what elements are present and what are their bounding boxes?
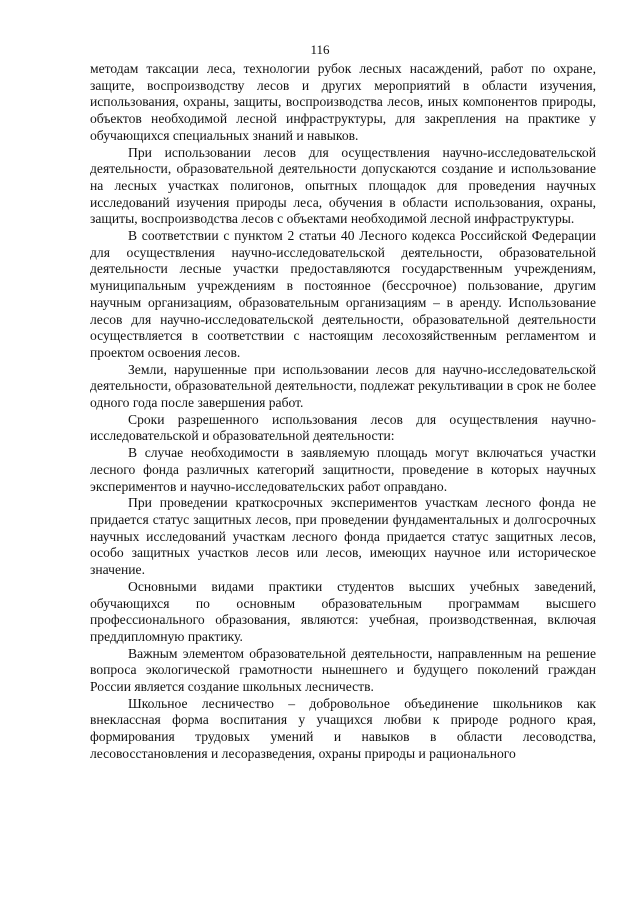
paragraph: При использовании лесов для осуществления научно-исследовательской деятельности, образовательной деятельности допускаются создание и использование на лесных участках полигонов, опытных площадок для проведения научных исследований изучения природы леса, обучения в области использования, охраны, защиты, воспроизводства лесов с объектами необходимой лесной инфраструктуры. bbox=[90, 144, 596, 227]
paragraph: Основными видами практики студентов высших учебных заведений, обучающихся по основным образовательным программам высшего профессионального образования, являются: учебная, производственная, включая преддипломную практику. bbox=[90, 578, 596, 644]
paragraph-continuation: методам таксации леса, технологии рубок лесных насаждений, работ по охране, защите, воспроизводству лесов и других мероприятий в области изучения, использования, охраны, защиты, воспроизводства лесов, иных компонентов природы, объектов необходимой лесной инфраструктуры, для закрепления на практике у обучающихся специальных знаний и навыков. bbox=[90, 61, 596, 143]
paragraph: Школьное лесничество – добровольное объединение школьников как внеклассная форма воспитания у учащихся любви к природе родного края, формирования трудовых умений и навыков в области лесоводства, лесовосстановления и лесоразведения, охраны природы и рационального bbox=[90, 695, 596, 761]
text-body bbox=[90, 61, 596, 763]
page-number: 116 bbox=[310, 42, 330, 57]
paragraph: Земли, нарушенные при использовании лесов для научно-исследовательской деятельности, образовательной деятельности, подлежат рекультивации в срок не более одного года после завершения работ. bbox=[90, 361, 596, 411]
paragraph: Важным элементом образовательной деятельности, направленным на решение вопроса экологической грамотности нынешнего и будущего поколений граждан России является создание школьных лесничеств. bbox=[90, 645, 596, 695]
paragraph: В соответствии с пунктом 2 статьи 40 Лесного кодекса Российской Федерации для осуществления научно-исследовательской деятельности, образовательной деятельности лесные участки предоставляются государственным учреждениям, муниципальным учреждениям в постоянное (бессрочное) пользование, другим научным организациям, образовательным организациям – в аренду. Использование лесов для научно-исследовательской деятельности, образовательной деятельности осуществляется в соответствии с настоящим лесохозяйственным регламентом и проектом освоения лесов. bbox=[90, 228, 596, 360]
paragraph: В случае необходимости в заявляемую площадь могут включаться участки лесного фонда различных категорий защитности, проведение в которых научных экспериментов и научно-исследовательских работ оправдано. bbox=[90, 445, 596, 494]
paragraph: Сроки разрешенного использования лесов для осуществления научно-исследовательской и образовательной деятельности: bbox=[90, 411, 596, 444]
paragraph: При проведении краткосрочных экспериментов участкам лесного фонда не придается статус защитных лесов, при проведении фундаментальных и долгосрочных научных исследований участкам лесного фонда придается статус защитных лесов, особо защитных участков лесов или лесов, имеющих научное или историческое значение. bbox=[90, 495, 596, 578]
